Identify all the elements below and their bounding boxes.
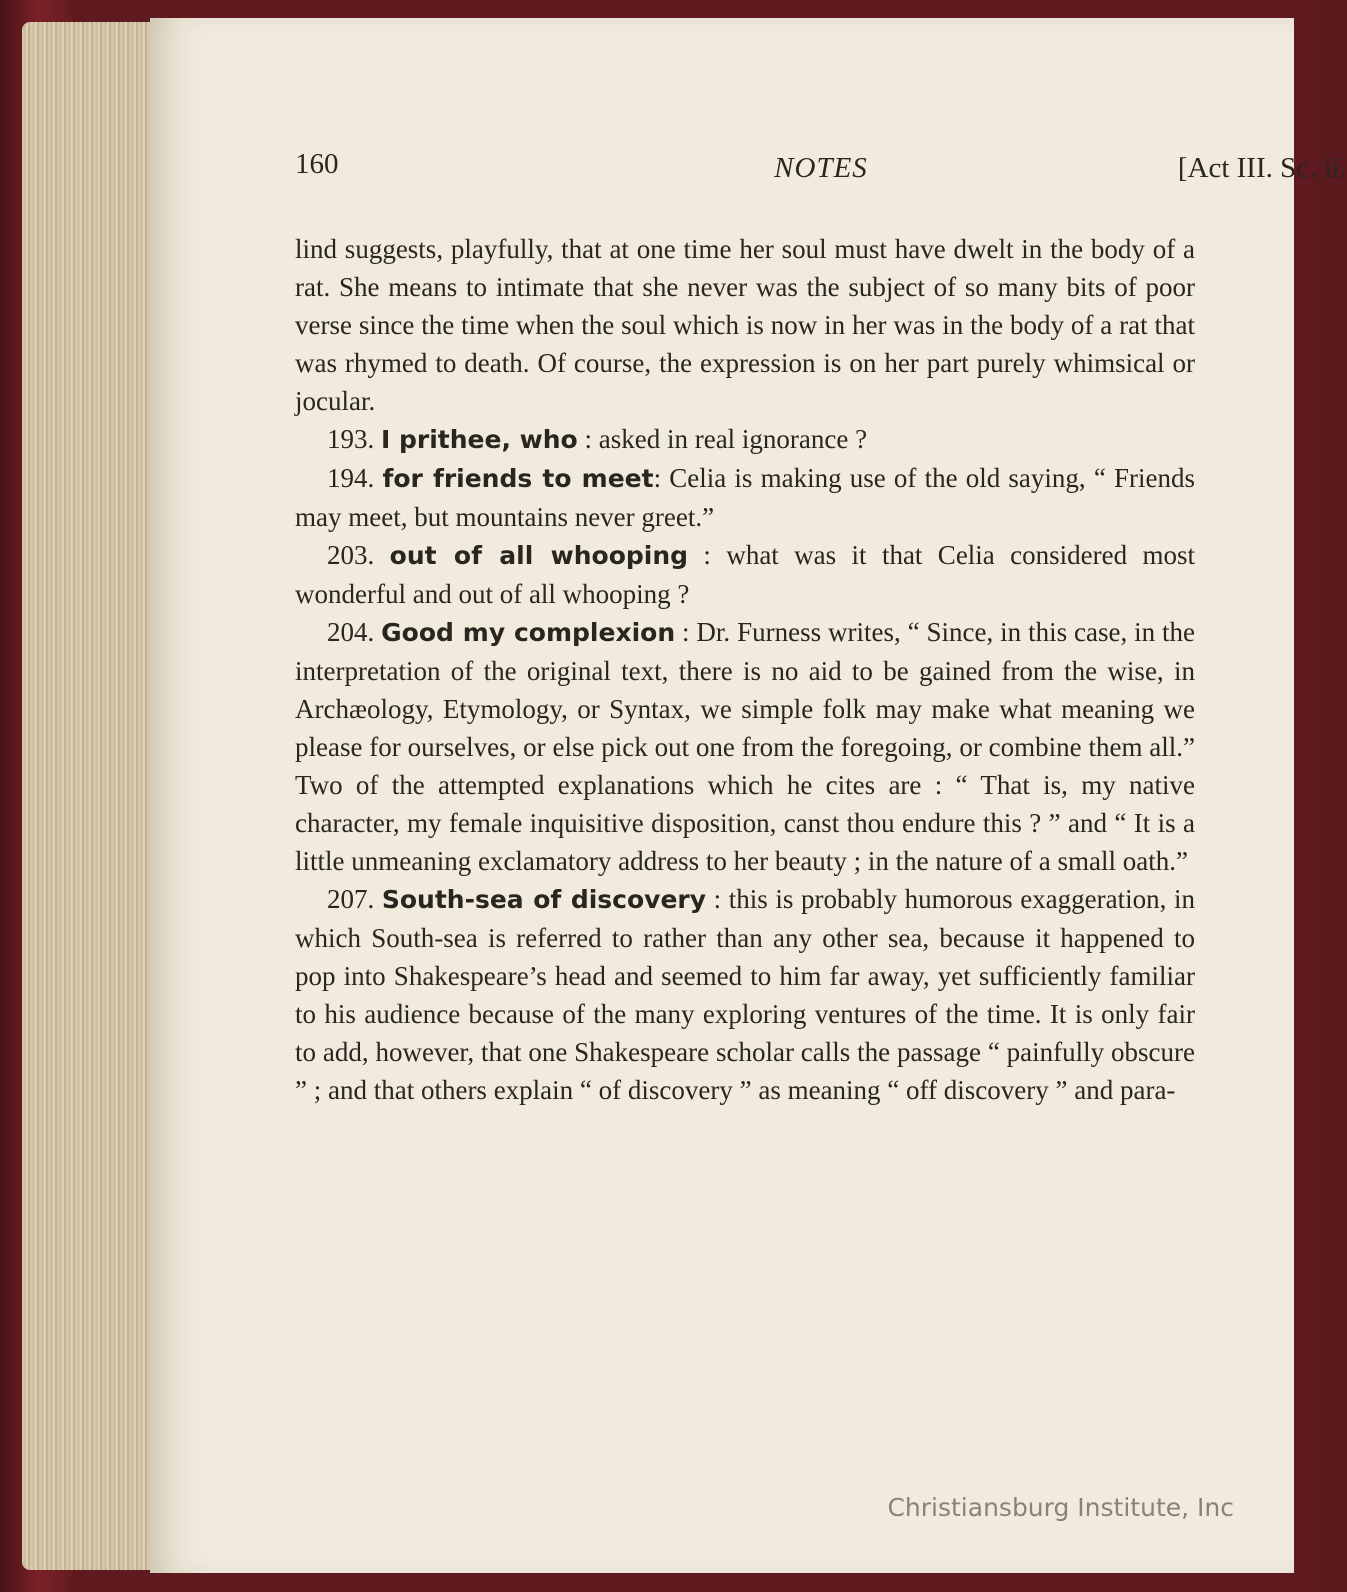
note-text: : Dr. Furness writes, “ Since, in this case, in the interpretation of the original text, there is no aid to be gained from the wise, in Archæology, Etymology, or Syntax, we simple folk may make what meaning we please for ourselves, or else pick out one from the foregoing, or combine them all.” Two of the attempted explanations which he cites are : “ That is, my native character, my female inquisitive disposition, canst thou endure this ? ” and “ It is a little unmeaning exclamatory address to her beauty ; in the nature of a small oath.” <box>295 617 1195 876</box>
note-number: 194. <box>327 463 375 493</box>
note-lemma: Good my complexion <box>381 618 676 647</box>
note-number: 207. <box>327 884 375 914</box>
note-193 <box>295 420 1195 459</box>
note-number: 204. <box>327 617 375 647</box>
note-text: : what was it that Celia considered most wonderful and out of all whooping ? <box>295 540 1196 609</box>
body-text <box>295 230 1195 1109</box>
paragraph-continuation <box>295 230 1195 420</box>
note-194 <box>295 459 1195 536</box>
paragraph-text: lind suggests, playfully, that at one time her soul must have dwelt in the body of a rat. She means to intimate that she never was the subject of so many bits of poor verse since the time when the soul which is now in her was in the body of a rat that was rhymed to death. Of course, the expression is on her part purely whimsical or jocular. <box>295 234 1195 416</box>
note-lemma: out of all whooping <box>389 541 689 570</box>
note-204 <box>295 613 1195 880</box>
page-header <box>295 148 1347 198</box>
note-207 <box>295 880 1195 1109</box>
page-edges <box>22 22 162 1570</box>
note-number: 203. <box>327 540 375 570</box>
book-page <box>150 18 1347 1573</box>
note-203 <box>295 536 1195 613</box>
running-title: NOTES <box>774 152 868 184</box>
note-lemma: South-sea of discovery <box>381 885 707 914</box>
page-number: 160 <box>295 148 339 180</box>
section-reference: [Act III. Sc. ii. <box>1177 152 1347 184</box>
watermark: Christiansburg Institute, Inc <box>887 1493 1234 1522</box>
note-lemma: I prithee, who <box>381 425 578 454</box>
note-text: : asked in real ignorance ? <box>577 424 868 454</box>
note-number: 193. <box>327 424 375 454</box>
note-text: : this is probably humorous exaggeration, in which South-sea is referred to rather than any other sea, because it happened to pop into Shakespeare’s head and seemed to him far away, yet sufficiently familiar to his audience because of the many exploring ventures of the time. It is only fair to add, however, that one Shakespeare scholar calls the passage “ painfully obscure ” ; and that others explain “ of discovery ” as meaning “ off discovery ” and para- <box>295 884 1195 1105</box>
note-lemma: for friends to meet <box>382 464 654 493</box>
note-text: : Celia is making use of the old saying, “ Friends may meet, but mountains never greet.” <box>295 463 1195 532</box>
